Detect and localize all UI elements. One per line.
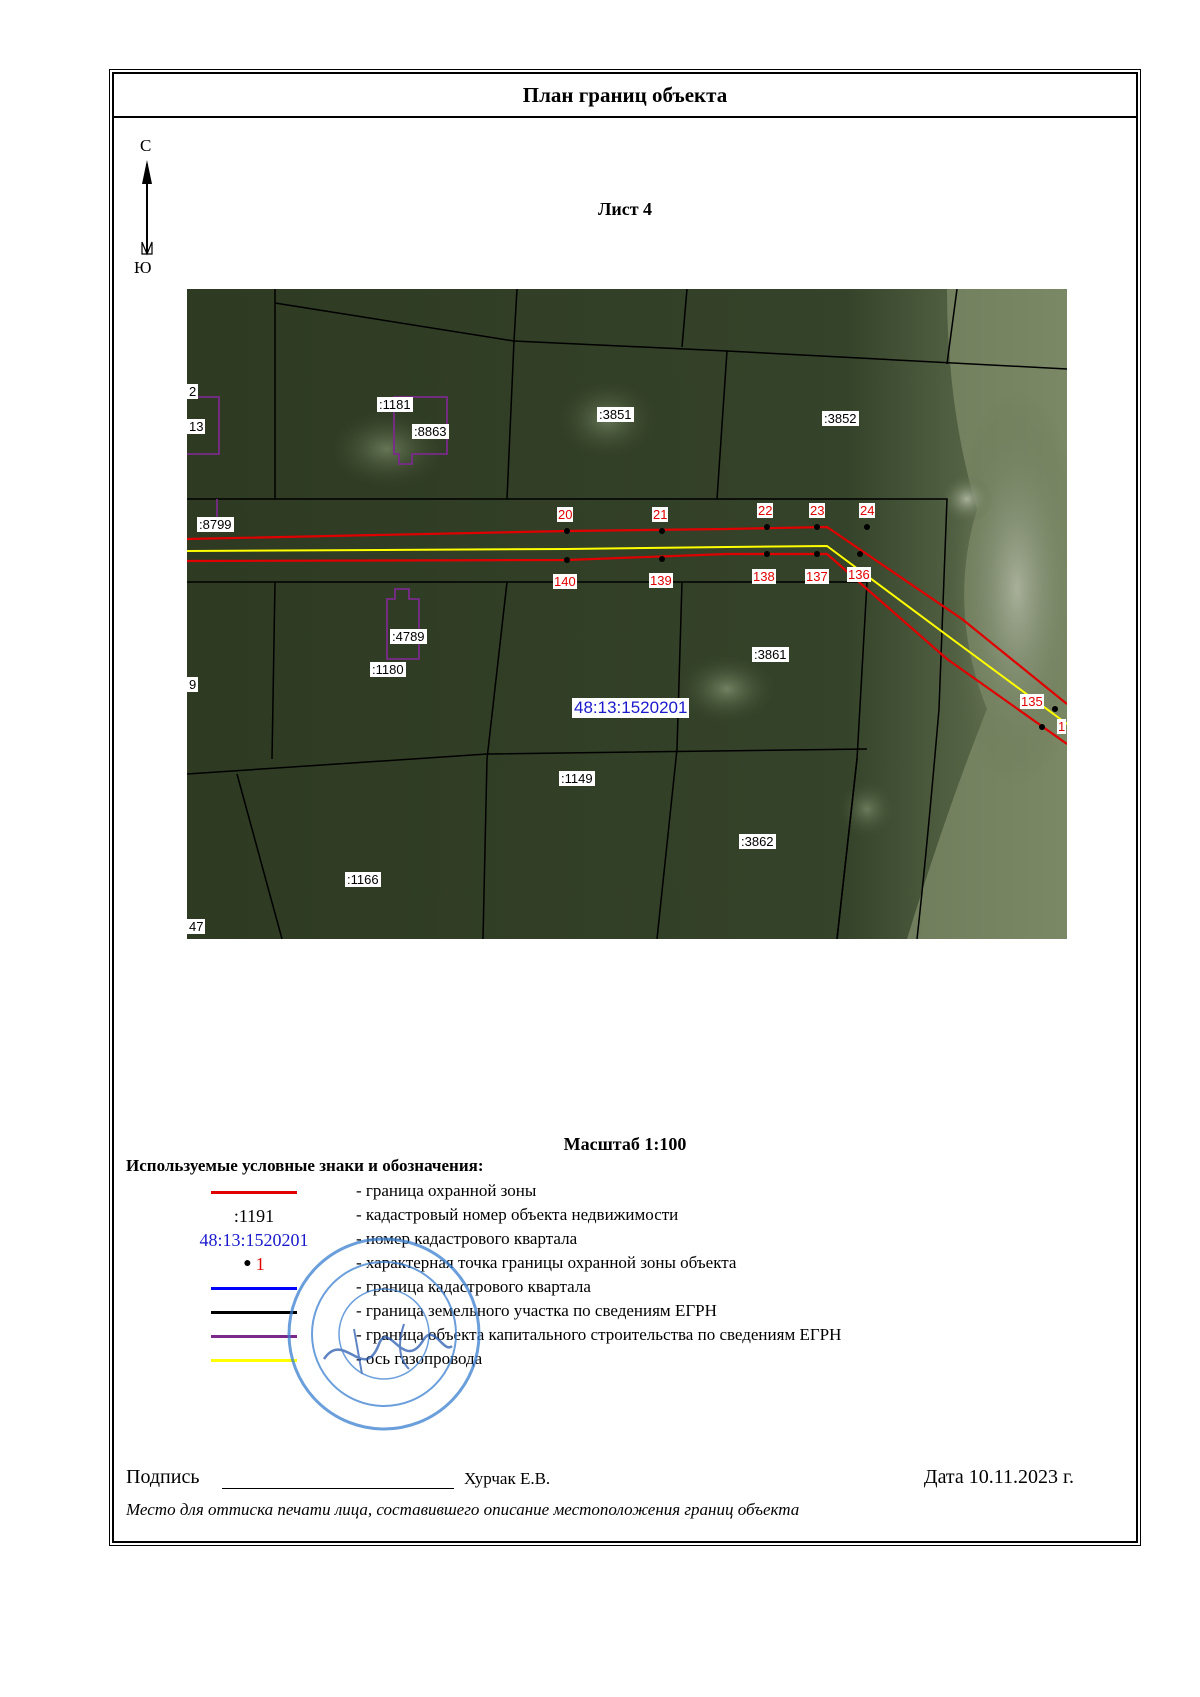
parcel-label: :1166 [347, 872, 379, 887]
parcel-label: :4789 [392, 629, 425, 644]
legend-text: - кадастровый номер объекта недвижимости [356, 1205, 679, 1224]
point-label: 1 [1058, 719, 1066, 734]
legend-text: - граница охранной зоны [356, 1181, 537, 1200]
dot-icon: ● [243, 1256, 252, 1271]
parcel-label: 13 [189, 419, 204, 434]
legend-item [114, 1228, 1136, 1252]
legend-symbol: 1 [255, 1253, 265, 1274]
point-label: 23 [810, 503, 825, 518]
parcel-label: :1149 [561, 771, 593, 786]
point-label: 24 [860, 503, 875, 518]
legend-item [114, 1348, 1136, 1372]
legend-item [114, 1204, 1136, 1228]
point-label: 22 [758, 503, 773, 518]
legend-symbol: 48:13:1520201 [199, 1229, 309, 1250]
parcel-label: :3852 [824, 411, 857, 426]
point-label: 139 [650, 573, 672, 588]
parcel-label: 2 [189, 384, 197, 399]
parcel-label: 47 [189, 919, 204, 934]
legend-item [114, 1180, 1136, 1204]
sheet-number: Лист 4 [597, 199, 653, 219]
parcel-label: :1181 [379, 397, 411, 412]
legend-text: - граница земельного участка по сведениям ЕГРН [356, 1301, 717, 1320]
parcel-label: :8863 [414, 424, 447, 439]
seal-note: Место для оттиска печати лица, составившего описание местоположения границ объекта [126, 1500, 800, 1519]
legend-text: - граница объекта капитального строительства по сведениям ЕГРН [356, 1325, 842, 1344]
legend-text: - характерная точка границы охранной зоны объекта [356, 1253, 737, 1272]
handwritten-signature [324, 1335, 452, 1359]
point-label: 138 [753, 569, 775, 584]
point-label: 21 [653, 507, 668, 522]
parcel-label: :3861 [754, 647, 787, 662]
legend-item [114, 1300, 1136, 1324]
satellite-map [187, 289, 1067, 939]
legend-text: - граница кадастрового квартала [356, 1277, 591, 1296]
point-label: 140 [554, 574, 576, 589]
parcel-label: :3851 [599, 407, 632, 422]
point-label: 20 [558, 507, 573, 522]
parcel-label: :8799 [199, 517, 232, 532]
compass-north-label: С [140, 136, 152, 155]
compass-south-label: Ю [134, 258, 152, 277]
seal-stamp [284, 1234, 484, 1434]
parcel-label: :1180 [372, 662, 404, 677]
point-label: 136 [848, 567, 870, 582]
legend-title: Используемые условные знаки и обозначения: [126, 1156, 484, 1175]
legend-item [114, 1276, 1136, 1300]
signature-line [222, 1488, 454, 1489]
document-date: Дата 10.11.2023 г. [923, 1466, 1074, 1488]
parcel-label: 9 [189, 677, 197, 692]
signer-name: Хурчак Е.В. [464, 1469, 551, 1488]
point-label: 135 [1021, 694, 1043, 709]
red-line-symbol [211, 1191, 297, 1194]
page-title: План границ объекта [114, 74, 1136, 118]
legend-text: - номер кадастрового квартала [356, 1229, 578, 1248]
document-frame [112, 72, 1138, 1543]
legend-item [114, 1252, 1136, 1276]
legend-item [114, 1324, 1136, 1348]
map-scale: Масштаб 1:100 [563, 1134, 687, 1154]
point-label: 137 [806, 569, 828, 584]
legend-symbol: :1191 [233, 1205, 275, 1226]
parcel-label: :3862 [741, 834, 774, 849]
quarter-label: 48:13:1520201 [574, 698, 688, 717]
signature-label: Подпись [126, 1466, 200, 1488]
legend-text: - ось газопровода [356, 1349, 483, 1368]
